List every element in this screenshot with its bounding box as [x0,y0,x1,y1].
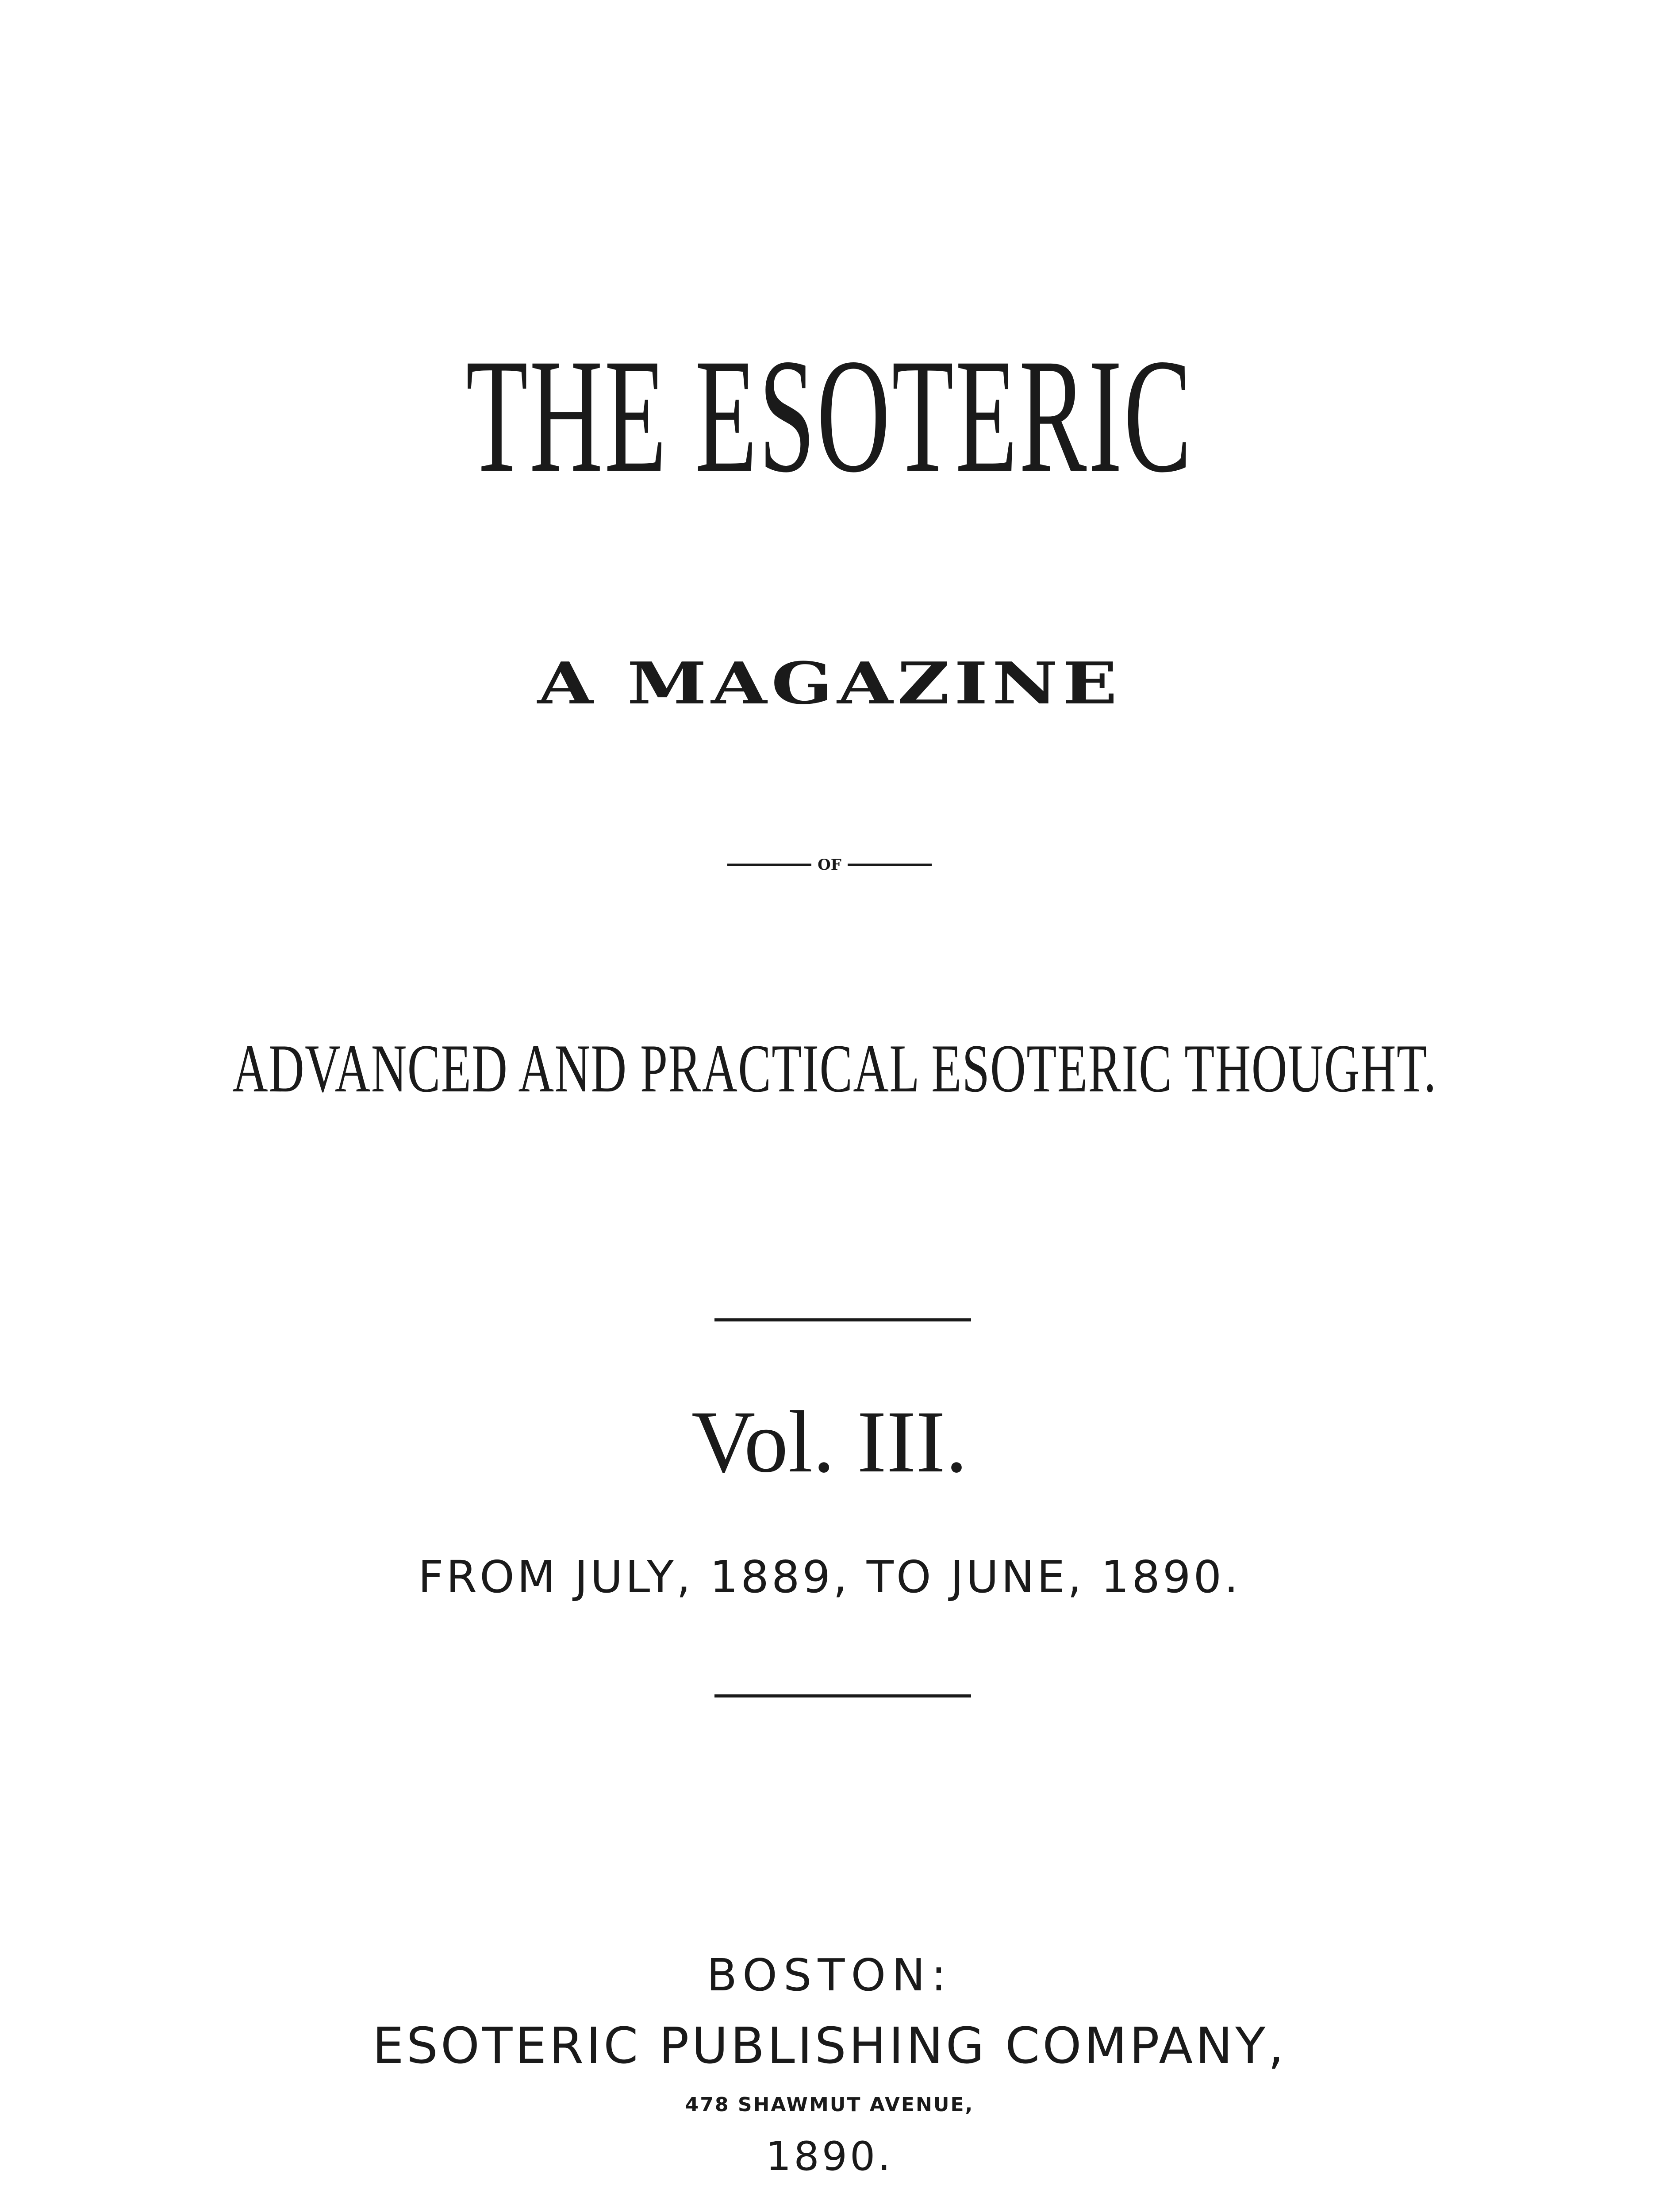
connector-word: OF [818,856,841,874]
subtitle: A MAGAZINE [537,649,1122,717]
connector-ornament [0,856,1659,874]
ornament-rule-left [727,864,811,866]
volume-number: Vol. III. [691,1393,968,1491]
tagline: ADVANCED AND PRACTICAL ESOTERIC THOUGHT. [232,1030,1437,1106]
imprint-address: 478 SHAWMUT AVENUE, [685,2093,974,2116]
magazine-title: THE ESOTERIC [466,325,1193,507]
ornament-rule-right [848,864,932,866]
divider-top [714,1318,971,1321]
imprint-city: BOSTON: [707,1949,952,2001]
divider-bottom [714,1694,971,1697]
imprint-publisher: ESOTERIC PUBLISHING COMPANY, [373,2017,1286,2075]
imprint-year: 1890. [766,2133,893,2180]
date-range: FROM JULY, 1889, TO JUNE, 1890. [418,1551,1241,1603]
